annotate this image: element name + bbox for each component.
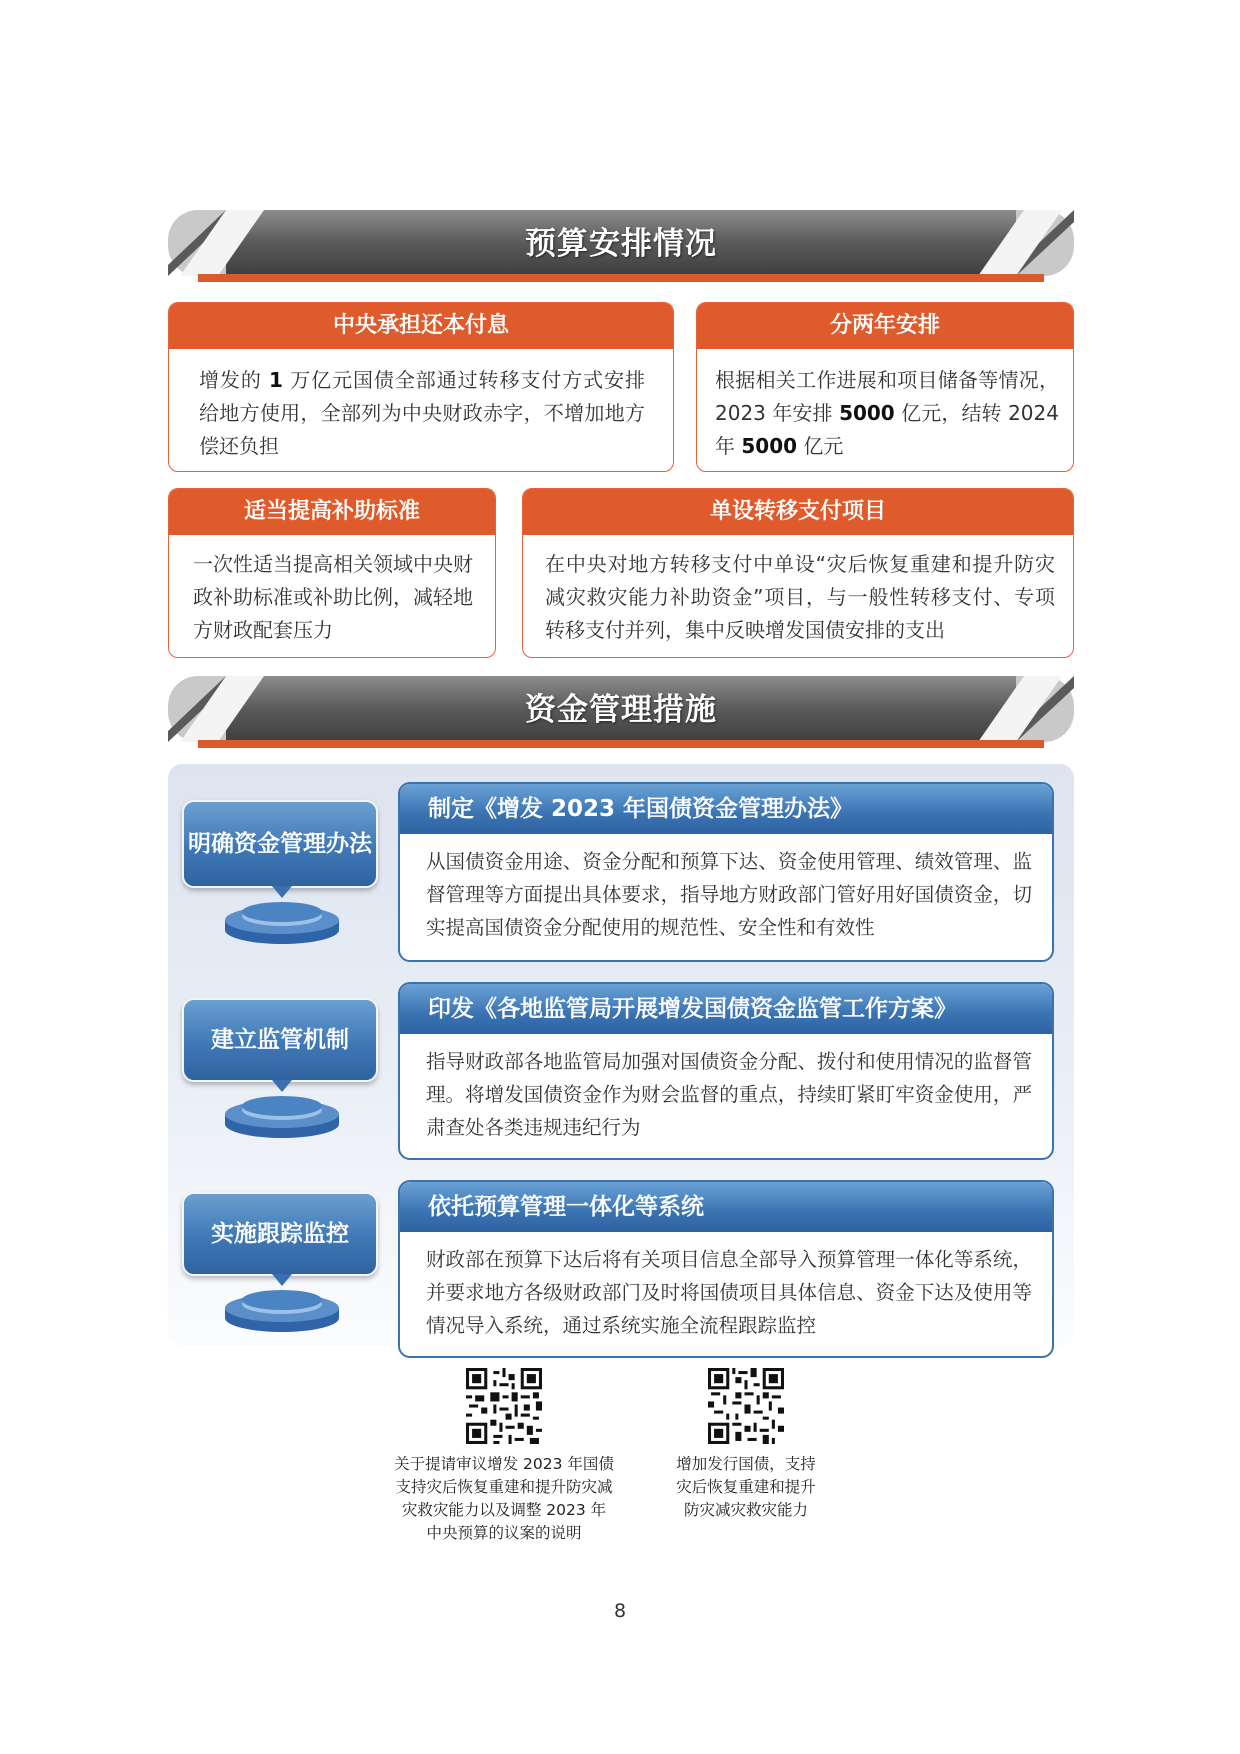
- qr-caption-1: 关于提请审议增发 2023 年国债 支持灾后恢复重建和提升防灾减 灾救灾能力以及调整 2023 年 中央预算的议案的说明: [394, 1455, 614, 1542]
- card-title: 中央承担还本付息: [169, 303, 673, 349]
- pedestal-icon: [222, 886, 342, 946]
- card-text: 在中央对地方转移支付中单设“灾后恢复重建和提升防灾减灾救灾能力补助资金”项目，与一般性转移支付、专项转移支付并列，集中反映增发国债安排的支出: [545, 552, 1055, 642]
- measure-heading: 依托预算管理一体化等系统: [400, 1182, 1052, 1232]
- section-banner-budget: [168, 210, 1074, 282]
- label-management-rules: 明确资金管理办法: [182, 800, 378, 888]
- card-text: 一次性适当提高相关领域中央财政补助标准或补助比例，减轻地方财政配套压力: [193, 552, 473, 642]
- measure-card-1: [398, 782, 1054, 962]
- card-title: 分两年安排: [697, 303, 1073, 349]
- measure-text: 从国债资金用途、资金分配和预算下达、资金使用管理、绩效管理、监督管理等方面提出具体要求，指导地方财政部门管好用好国债资金，切实提高国债资金分配使用的规范性、安全性和有效性: [426, 850, 1032, 939]
- qr-caption-2: 增加发行国债，支持 灾后恢复重建和提升 防灾减灾救灾能力: [676, 1455, 816, 1519]
- measure-card-2: [398, 982, 1054, 1160]
- section-title-budget: 预算安排情况: [525, 226, 717, 262]
- qr-code-icon[interactable]: [708, 1368, 784, 1444]
- card-title: 适当提高补助标准: [169, 489, 495, 535]
- measure-text: 财政部在预算下达后将有关项目信息全部导入预算管理一体化等系统，并要求地方各级财政部门及时将国债项目具体信息、资金下达及使用等情况导入系统，通过系统实施全流程跟踪监控: [426, 1248, 1032, 1337]
- label-supervision: 建立监管机制: [182, 998, 378, 1082]
- pedestal-icon: [222, 1080, 342, 1140]
- measure-heading: 制定《增发 2023 年国债资金管理办法》: [400, 784, 1052, 834]
- card-text: 根据相关工作进展和项目储备等情况，2023 年安排 5000 亿元，结转 2024 年 5000 亿元: [715, 368, 1059, 458]
- section-banner-management: [168, 676, 1074, 748]
- label-tracking: 实施跟踪监控: [182, 1192, 378, 1276]
- measure-text: 指导财政部各地监管局加强对国债资金分配、拨付和使用情况的监督管理。将增发国债资金作为财会监督的重点，持续盯紧盯牢资金使用，严肃查处各类违规违纪行为: [426, 1050, 1032, 1139]
- section-title-management: 资金管理措施: [525, 692, 717, 728]
- card-title: 单设转移支付项目: [523, 489, 1073, 535]
- page-number: 8: [613, 1600, 627, 1622]
- card-central-interest: [168, 302, 674, 472]
- qr-code-icon[interactable]: [466, 1368, 542, 1444]
- measure-card-3: [398, 1180, 1054, 1358]
- card-subsidy-standard: [168, 488, 496, 658]
- card-two-year-plan: [696, 302, 1074, 472]
- measure-heading: 印发《各地监管局开展增发国债资金监管工作方案》: [400, 984, 1052, 1034]
- pedestal-icon: [222, 1274, 342, 1334]
- card-text: 增发的 1 万亿元国债全部通过转移支付方式安排给地方使用，全部列为中央财政赤字，不增加地方偿还负担: [199, 368, 645, 458]
- card-transfer-project: [522, 488, 1074, 658]
